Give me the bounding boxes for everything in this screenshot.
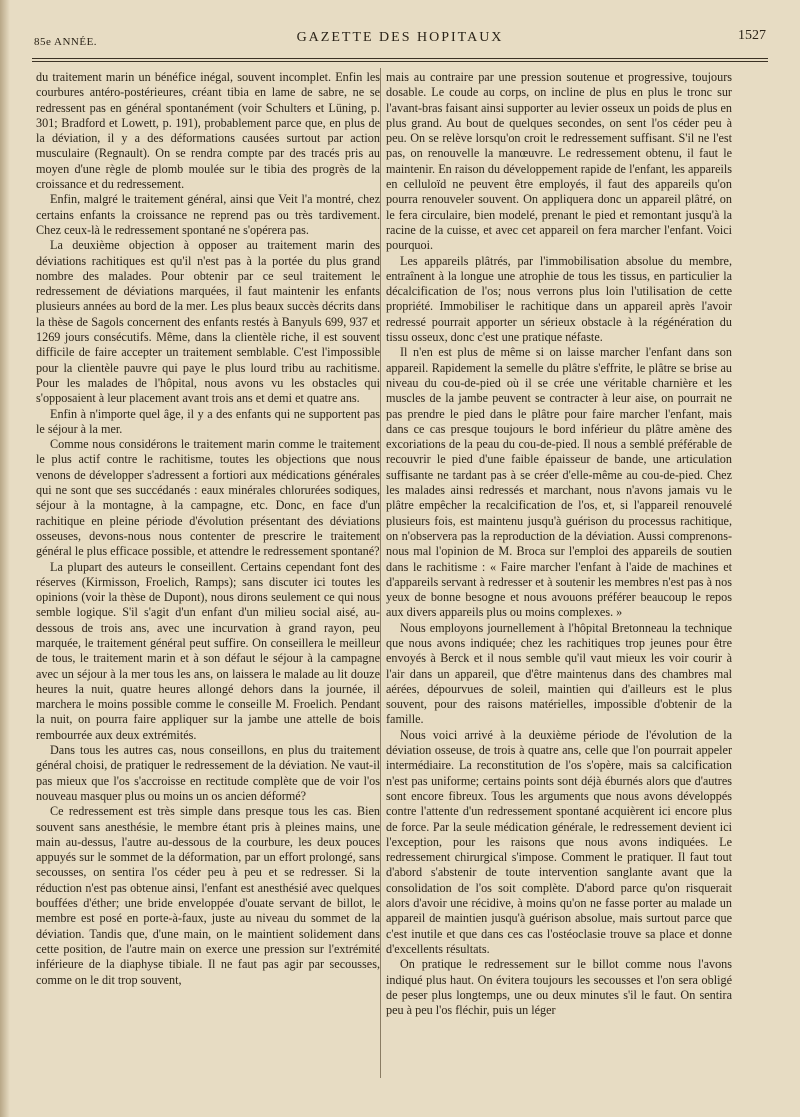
journal-title: GAZETTE DES HOPITAUX <box>296 30 504 45</box>
paragraph: La plupart des auteurs le conseillent. Certains cependant font des réserves (Kirmisson, Froelich, Ramps); sans discuter ici toutes les opinions (voir la thèse de Dupont), nous dirons seulement ce qui nous semble logique. S'il s'agit d'un enfant d'un milieu social aisé, au-dessous de trois ans, avec une incurvation à grand rayon, peu marquée, le traitement général peut suffire. On conseillera le meilleur de tous, le traitement marin et à son défaut le séjour à la campagne avec un séjour à la mer tous les ans, on laissera le malade au lit douze heures la nuit, quatre heures allongé dehors dans la journée, il marchera le moins possible comme le conseille M. Froelich. Pendant la nuit, on pourra faire appliquer sur la jambe une attelle de bois rembourrée aux deux extrémités. <box>36 559 380 742</box>
paragraph: Dans tous les autres cas, nous conseillons, en plus du traitement général choisi, de pratiquer le redressement de la déviation. Ne vaut-il pas mieux que l'os s'accroisse en rectitude complète que de voir l'os nouveau masquer plus ou moins un os ancien déformé? <box>36 743 380 803</box>
left-column <box>36 70 380 988</box>
paragraph: On pratique le redressement sur le billot comme nous l'avons indiqué plus haut. On évitera toujours les secousses et l'on sera obligé de peser plus longtemps, une ou deux minutes s'il le faut. On sentira peu à peu l'os fléchir, puis un léger <box>386 957 732 1018</box>
paragraph: Comme nous considérons le traitement marin comme le traitement le plus actif contre le rachitisme, toutes les objections que nous venons de développer s'adressent a fortiori aux médications générales qui ne sont que ses succédanés : eaux minérales chlorurées sodiques, séjour à la montagne, à la campagne, etc. Donc, en face d'un rachitique en pleine période d'évolution présentant des déviations osseuses, devons-nous nous contenter de prescrire le traitement général le plus efficace possible, et attendre le redressement spontané? <box>36 437 380 559</box>
paragraph: Nous voici arrivé à la deuxième période de l'évolution de la déviation osseuse, de trois à quatre ans, celle que l'on pourrait appeler intermédiaire. La reconstitution de l'os s'opère, mais sa calcification n'est pas uniforme; certains points sont déjà éburnés alors que d'autres sont encore fibreux. Tous les arguments que nous avons développés contre l'attente d'un redressement spontané acquièrent ici encore plus de force. Par la seule médication générale, le redressement devient ici l'exception, pour les raisons que nous avons indiquées. Le redressement chirurgical s'impose. Comment le pratiquer. Il faut tout d'abord s'abstenir de toute intervention sanglante avant que la consolidation de l'os soit complète. D'abord parce qu'on risquerait alors d'avoir une récidive, à moins qu'on ne fasse porter au malade un appareil de maintien jusqu'à guérison absolue, mais surtout parce que c'est inutile et que dans ces cas l'ostéoclasie trouve sa place et donne d'excellents résultats. <box>386 727 732 956</box>
paragraph: Les appareils plâtrés, par l'immobilisation absolue du membre, entraînent à la longue une atrophie de tous les tissus, en particulier la décalcification de l'os; nous verrons plus loin l'utilisation de cette propriété. Immobiliser le rachitique dans un appareil après l'avoir redressé pourrait apporter un sérieux obstacle à la régénération du tissu osseux, donc c'est une pratique néfaste. <box>386 253 732 345</box>
paragraph: Enfin, malgré le traitement général, ainsi que Veit l'a montré, chez certains enfants la croissance ne reprend pas ou très tardivement. Chez ceux-là le redressement spontané ne s'opérera pas. <box>36 192 380 237</box>
page-spine-shadow <box>0 0 10 1117</box>
paragraph: mais au contraire par une pression soutenue et progressive, toujours dosable. Le coude au corps, on incline de plus en plus le tronc sur l'avant-bras faisant ainsi supporter au levier osseux un poids de plus en plus grand. Au bout de quelques secondes, on sent l'os céder peu à peu. On se relève lorsqu'on croit le redressement suffisant. S'il ne l'est pas, on renouvelle la manœuvre. Le redressement obtenu, il faut le maintenir. En raison du développement rapide de l'enfant, les appareils en celluloïd ne peuvent être employés, il faut des appareils qu'on pourra renouveler souvent. On appliquera donc un appareil plâtré, on le fera circulaire, bien modelé, prenant le pied et remontant jusqu'à la racine de la cuisse, et avec cet appareil on fera marcher l'enfant. Voici pourquoi. <box>386 70 732 253</box>
paragraph: Nous employons journellement à l'hôpital Bretonneau la technique que nous avons indiquée; chez les rachitiques trop jeunes pour être envoyés à Berck et il nous semble qu'il vaut mieux les voir courir à l'air dans un appareil, que d'être maintenus dans des chambres mal aérées, dépourvues de soleil, maintien qui d'ailleurs est le plus souvent, pour des raisons matérielles, impossible d'obtenir de la famille. <box>386 620 732 727</box>
page-number: 1527 <box>738 28 766 43</box>
page-header <box>32 22 768 52</box>
paragraph: du traitement marin un bénéfice inégal, souvent incomplet. Enfin les courbures antéro-postérieures, créant tibia en lame de sabre, ne se redressent pas en général spontanément (voir Schulters et Lüning, p. 301; Bradford et Lowett, p. 191), probablement parce que, en plus de la déviation, il y a des déformations causées surtout par action musculaire (Regnault). On se rendra compte par des tracés pris au moyen d'une règle de plomb moulée sur le tibia des progrès de la croissance et du redressement. <box>36 70 380 192</box>
paragraph: Il n'en est plus de même si on laisse marcher l'enfant dans son appareil. Rapidement la semelle du plâtre s'effrite, le plâtre se brise au niveau du cou-de-pied où il se crée une véritable charnière et les muscles de la jambe peuvent se contracter à leur aise, on pourrait ne pas prendre le pied dans le plâtre pour faire marcher l'enfant, mais dans ce cas presque toujours le bord inférieur du plâtre amène des excoriations de la peau du cou-de-pied. Il nous a semblé préférable de recouvrir le pied d'une faible épaisseur de bande, une articulation suffisante ne tardant pas à se créer d'elle-même au cou-de-pied. Chez les malades ainsi redressés et marchant, nous n'avons jamais vu le plâtre empêcher la recalcification de l'os, et, si l'appareil renouvelé plusieurs fois, est maintenu jusqu'à guérison du processus rachitique, on n'observera pas la reproduction de la déviation. Aussi comprenons-nous mal l'opinion de M. Broca sur l'emploi des appareils de soutien dans le rachitisme : « Faire marcher l'enfant à l'aide de machines et d'appareils servant à redresser et à soutenir les membres n'est pas à nos yeux de bonne besogne et nous avouons préférer beaucoup le repos aux divers appareils plus ou moins complexes. » <box>386 345 732 620</box>
volume-label: 85e ANNÉE. <box>34 36 98 48</box>
paragraph: Enfin à n'importe quel âge, il y a des enfants qui ne supportent pas le séjour à la mer. <box>36 406 380 436</box>
paragraph: Ce redressement est très simple dans presque tous les cas. Bien souvent sans anesthésie, le membre étant pris à pleines mains, une main au-dessus, l'autre au-dessous de la courbure, les deux pouces appuyés sur le sommet de la déformation, par un effort prolongé, sans secousses, on sentira l'os céder peu à peu et se redresser. Si la réduction n'est pas obtenue ainsi, l'enfant est anesthésié avec quelques bouffées d'éther; une bride enveloppée d'ouate servant de billot, le membre est posé en porte-à-faux, juste au niveau du sommet de la déviation. Tandis que, d'une main, on le maintient solidement dans cette position, de l'autre main on exerce une pression sur l'extrémité inférieure de la diaphyse tibiale. Il ne faut pas agir par secousses, comme on le dit trop souvent, <box>36 804 380 987</box>
right-column <box>386 70 732 1018</box>
paragraph: La deuxième objection à opposer au traitement marin des déviations rachitiques est qu'il n'est pas à la portée du plus grand nombre des malades. Pour obtenir par ce seul traitement le redressement de déviations marquées, il faut maintenir les enfants plusieurs années au bord de la mer. Les plus beaux succès décrits dans la thèse de Sagols concernent des enfants restés à Banyuls 699, 937 et 1269 jours consécutifs. Même, dans la clientèle riche, il est souvent difficile de faire accepter un traitement semblable. C'est l'impossible pour la clientèle pauvre qui paye le plus lourd tribu au rachitisme. Pour les malades de l'hôpital, nous avons vu les obstacles qui s'opposaient à leur placement avant trois ans et demi et quatre ans. <box>36 238 380 406</box>
column-divider <box>380 68 381 1078</box>
header-rule <box>32 58 768 62</box>
